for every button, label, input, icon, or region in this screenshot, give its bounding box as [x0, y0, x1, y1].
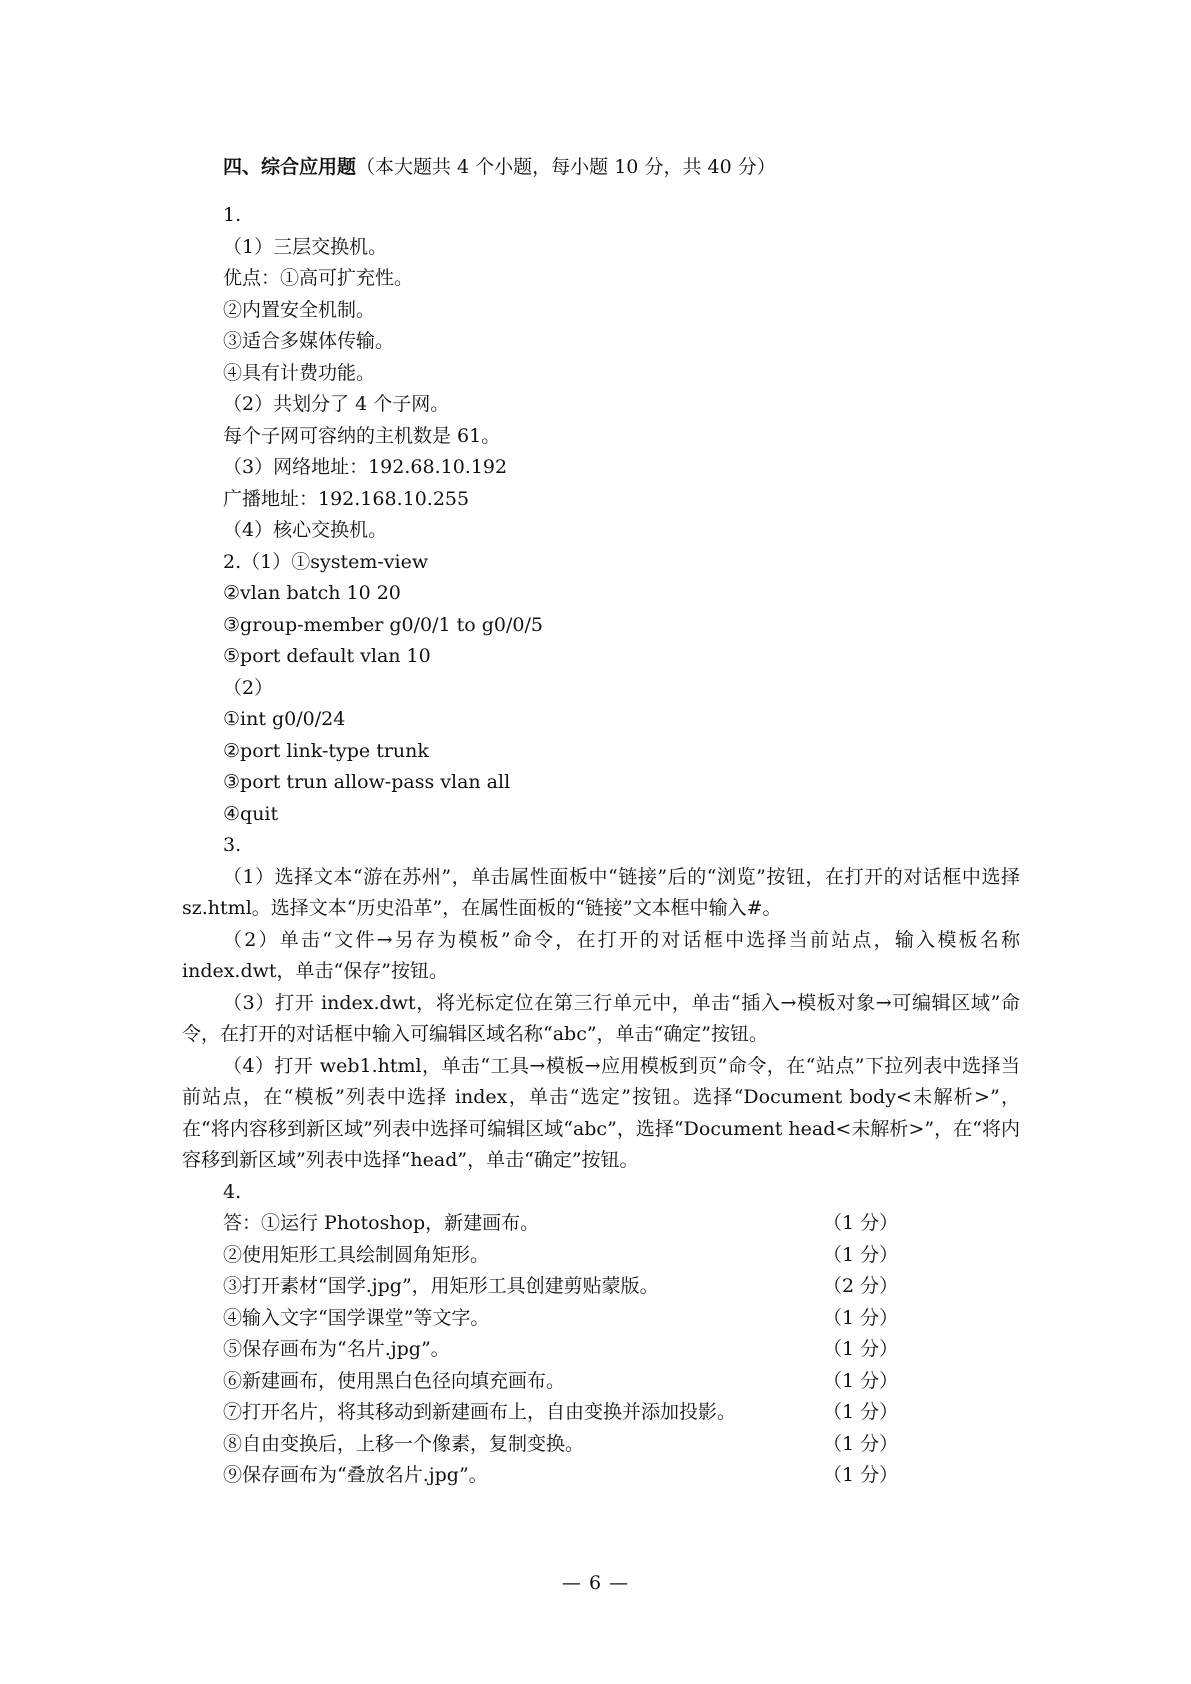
question-3 [182, 830, 1020, 1177]
step-text: 答：①运行 Photoshop，新建画布。 [223, 1212, 540, 1234]
step-score: （1 分） [823, 1338, 899, 1360]
step-score: （1 分） [823, 1243, 899, 1266]
answer-line: ③适合多媒体传输。 [223, 330, 395, 352]
section-title: 四、综合应用题 [223, 156, 357, 178]
step-text: ⑧自由变换后，上移一个像素，复制变换。 [223, 1432, 585, 1455]
step-score: （1 分） [823, 1306, 899, 1329]
answer-line: （3）网络地址：192.68.10.192 [223, 456, 508, 478]
answer-line: 每个子网可容纳的主机数是 61。 [223, 424, 501, 447]
command-line: ④quit [223, 802, 279, 825]
scoring-step [182, 1429, 1020, 1461]
command-line: 2.（1）①system-view [223, 550, 429, 573]
answer-paragraph: （4）打开 web1.html，单击“工具→模板→应用模板到页”命令，在“站点”下拉列表中选择当前站点，在“模板”列表中选择 index，单击“选定”按钮。选择“Document body<未解析>”，在“将内容移到新区域”列表中选择可编辑区域“abc”，选择“Document head<未解析>”，在“将内容移到新区域”列表中选择“head”，单击“确定”按钮。 [182, 1054, 1020, 1171]
command-line: ⑤port default vlan 10 [223, 645, 431, 667]
question-4 [182, 1177, 1020, 1492]
command-line: （2） [223, 676, 274, 699]
answer-paragraph: （3）打开 index.dwt，将光标定位在第三行单元中，单击“插入→模板对象→可编辑区域”命令，在打开的对话框中输入可编辑区域名称“abc”，单击“确定”按钮。 [182, 991, 1020, 1045]
step-score: （2 分） [823, 1275, 899, 1297]
command-line: ②vlan batch 10 20 [223, 582, 401, 604]
scoring-step [182, 1460, 1020, 1492]
command-line: ①int g0/0/24 [223, 708, 346, 730]
step-score: （1 分） [823, 1401, 899, 1423]
scoring-step [182, 1208, 1020, 1240]
answer-line: （4）核心交换机。 [223, 519, 388, 541]
step-score: （1 分） [823, 1432, 899, 1455]
answer-line: 广播地址：192.168.10.255 [223, 487, 470, 510]
answer-line: ②内置安全机制。 [223, 298, 376, 321]
step-text: ⑦打开名片，将其移动到新建画布上，自由变换并添加投影。 [223, 1401, 737, 1423]
section-heading [223, 150, 1043, 184]
step-score: （1 分） [823, 1369, 899, 1392]
question-2 [182, 547, 1020, 831]
step-score: （1 分） [823, 1464, 899, 1486]
scoring-step [182, 1334, 1020, 1366]
command-line: ②port link-type trunk [223, 739, 429, 762]
step-score: （1 分） [823, 1212, 899, 1234]
scoring-step [182, 1366, 1020, 1398]
step-text: ④输入文字“国学课堂”等文字。 [223, 1306, 490, 1329]
scoring-step [182, 1240, 1020, 1272]
answer-paragraph: （1）选择文本“游在苏州”，单击属性面板中“链接”后的“浏览”按钮，在打开的对话框中选择 sz.html。选择文本“历史沿革”，在属性面板的“链接”文本框中输入#。 [182, 865, 1020, 919]
answer-line: 优点：①高可扩充性。 [223, 267, 414, 289]
answer-line: ④具有计费功能。 [223, 361, 376, 384]
answer-line: （2）共划分了 4 个子网。 [223, 393, 450, 415]
step-text: ②使用矩形工具绘制圆角矩形。 [223, 1243, 490, 1266]
step-text: ⑥新建画布，使用黑白色径向填充画布。 [223, 1369, 566, 1392]
section-subtitle: （本大题共 4 个小题，每小题 10 分，共 40 分） [356, 156, 776, 178]
answer-line: 1. [223, 204, 242, 226]
scoring-step [182, 1271, 1020, 1303]
answer-line: （1）三层交换机。 [223, 235, 388, 258]
question-number: 3. [223, 834, 242, 856]
question-1 [182, 200, 1020, 547]
scoring-step [182, 1303, 1020, 1335]
step-text: ⑨保存画布为“叠放名片.jpg”。 [223, 1464, 488, 1486]
answer-body [182, 200, 1020, 1492]
question-number: 4. [223, 1180, 242, 1203]
step-text: ③打开素材“国学.jpg”，用矩形工具创建剪贴蒙版。 [223, 1275, 659, 1297]
page-number: — 6 — [561, 1572, 630, 1594]
step-text: ⑤保存画布为“名片.jpg”。 [223, 1338, 450, 1360]
scoring-step [182, 1397, 1020, 1429]
answer-paragraph: （2）单击“文件→另存为模板”命令，在打开的对话框中选择当前站点，输入模板名称 index.dwt，单击“保存”按钮。 [182, 928, 1020, 982]
command-line: ③group-member g0/0/1 to g0/0/5 [223, 613, 543, 636]
command-line: ③port trun allow-pass vlan all [223, 771, 511, 793]
